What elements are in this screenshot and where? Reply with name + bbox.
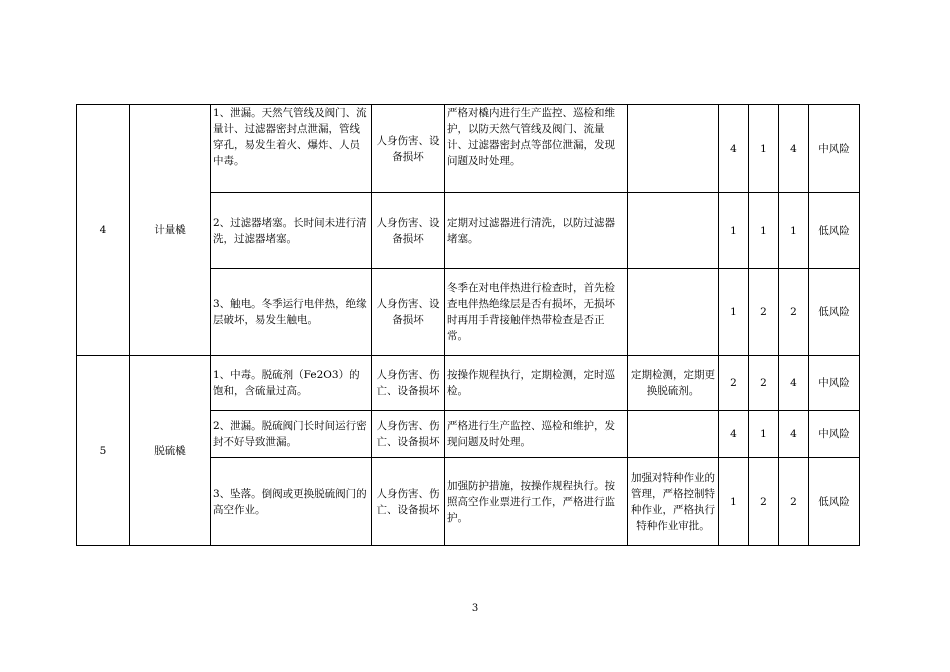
risk-level-cell: 中风险 [809, 105, 860, 193]
extra-measure-cell [628, 269, 719, 356]
risk-value-cell: 4 [779, 411, 809, 458]
row-number: 5 [77, 356, 130, 546]
severity-cell: 1 [749, 411, 779, 458]
page-number: 3 [471, 603, 479, 614]
consequence-cell: 人身伤害、伤亡、设备损坏 [372, 411, 445, 458]
severity-cell: 1 [749, 193, 779, 269]
table-row [77, 105, 860, 193]
risk-value-cell: 1 [779, 193, 809, 269]
consequence-cell: 人身伤害、伤亡、设备损坏 [372, 458, 445, 546]
risk-level-cell: 低风险 [809, 269, 860, 356]
risk-level-cell: 低风险 [809, 458, 860, 546]
likelihood-cell: 1 [719, 458, 749, 546]
likelihood-cell: 4 [719, 411, 749, 458]
hazard-cell: 2、过滤器堵塞。长时间未进行清洗，过滤器堵塞。 [211, 193, 372, 269]
risk-value-cell: 4 [779, 356, 809, 411]
risk-value-cell: 4 [779, 105, 809, 193]
extra-measure-cell: 加强对特种作业的管理，严格控制特种作业，严格执行特种作业审批。 [628, 458, 719, 546]
measure-cell: 定期对过滤器进行清洗，以防过滤器堵塞。 [445, 193, 628, 269]
consequence-cell: 人身伤害、设备损坏 [372, 193, 445, 269]
extra-measure-cell [628, 411, 719, 458]
severity-cell: 1 [749, 105, 779, 193]
measure-cell: 严格进行生产监控、巡检和维护，发现问题及时处理。 [445, 411, 628, 458]
severity-cell: 2 [749, 269, 779, 356]
unit-name: 计量橇 [130, 105, 211, 356]
consequence-cell: 人身伤害、设备损坏 [372, 105, 445, 193]
table-row [77, 356, 860, 411]
risk-level-cell: 中风险 [809, 411, 860, 458]
extra-measure-cell [628, 105, 719, 193]
risk-value-cell: 2 [779, 458, 809, 546]
hazard-cell: 1、中毒。脱硫剂（Fe2O3）的饱和，含硫量过高。 [211, 356, 372, 411]
measure-cell: 按操作规程执行，定期检测，定时巡检。 [445, 356, 628, 411]
unit-name: 脱硫橇 [130, 356, 211, 546]
hazard-cell: 2、泄漏。脱硫阀门长时间运行密封不好导致泄漏。 [211, 411, 372, 458]
risk-value-cell: 2 [779, 269, 809, 356]
consequence-cell: 人身伤害、设备损坏 [372, 269, 445, 356]
likelihood-cell: 2 [719, 356, 749, 411]
risk-assessment-table [76, 104, 860, 546]
risk-level-cell: 低风险 [809, 193, 860, 269]
hazard-cell: 1、泄漏。天然气管线及阀门、流量计、过滤器密封点泄漏，管线穿孔，易发生着火、爆炸、人员中毒。 [211, 105, 372, 193]
measure-cell: 加强防护措施，按操作规程执行。按照高空作业票进行工作，严格进行监护。 [445, 458, 628, 546]
consequence-cell: 人身伤害、伤亡、设备损坏 [372, 356, 445, 411]
severity-cell: 2 [749, 458, 779, 546]
likelihood-cell: 4 [719, 105, 749, 193]
likelihood-cell: 1 [719, 269, 749, 356]
likelihood-cell: 1 [719, 193, 749, 269]
measure-cell: 冬季在对电伴热进行检查时，首先检查电伴热绝缘层是否有损坏，无损坏时再用手背接触伴热带检查是否正常。 [445, 269, 628, 356]
hazard-cell: 3、触电。冬季运行电伴热，绝缘层破坏，易发生触电。 [211, 269, 372, 356]
extra-measure-cell [628, 193, 719, 269]
severity-cell: 2 [749, 356, 779, 411]
extra-measure-cell: 定期检测，定期更换脱硫剂。 [628, 356, 719, 411]
measure-cell: 严格对橇内进行生产监控、巡检和维护，以防天然气管线及阀门、流量计、过滤器密封点等部位泄漏，发现问题及时处理。 [445, 105, 628, 193]
hazard-cell: 3、坠落。倒阀或更换脱硫阀门的高空作业。 [211, 458, 372, 546]
risk-level-cell: 中风险 [809, 356, 860, 411]
row-number: 4 [77, 105, 130, 356]
